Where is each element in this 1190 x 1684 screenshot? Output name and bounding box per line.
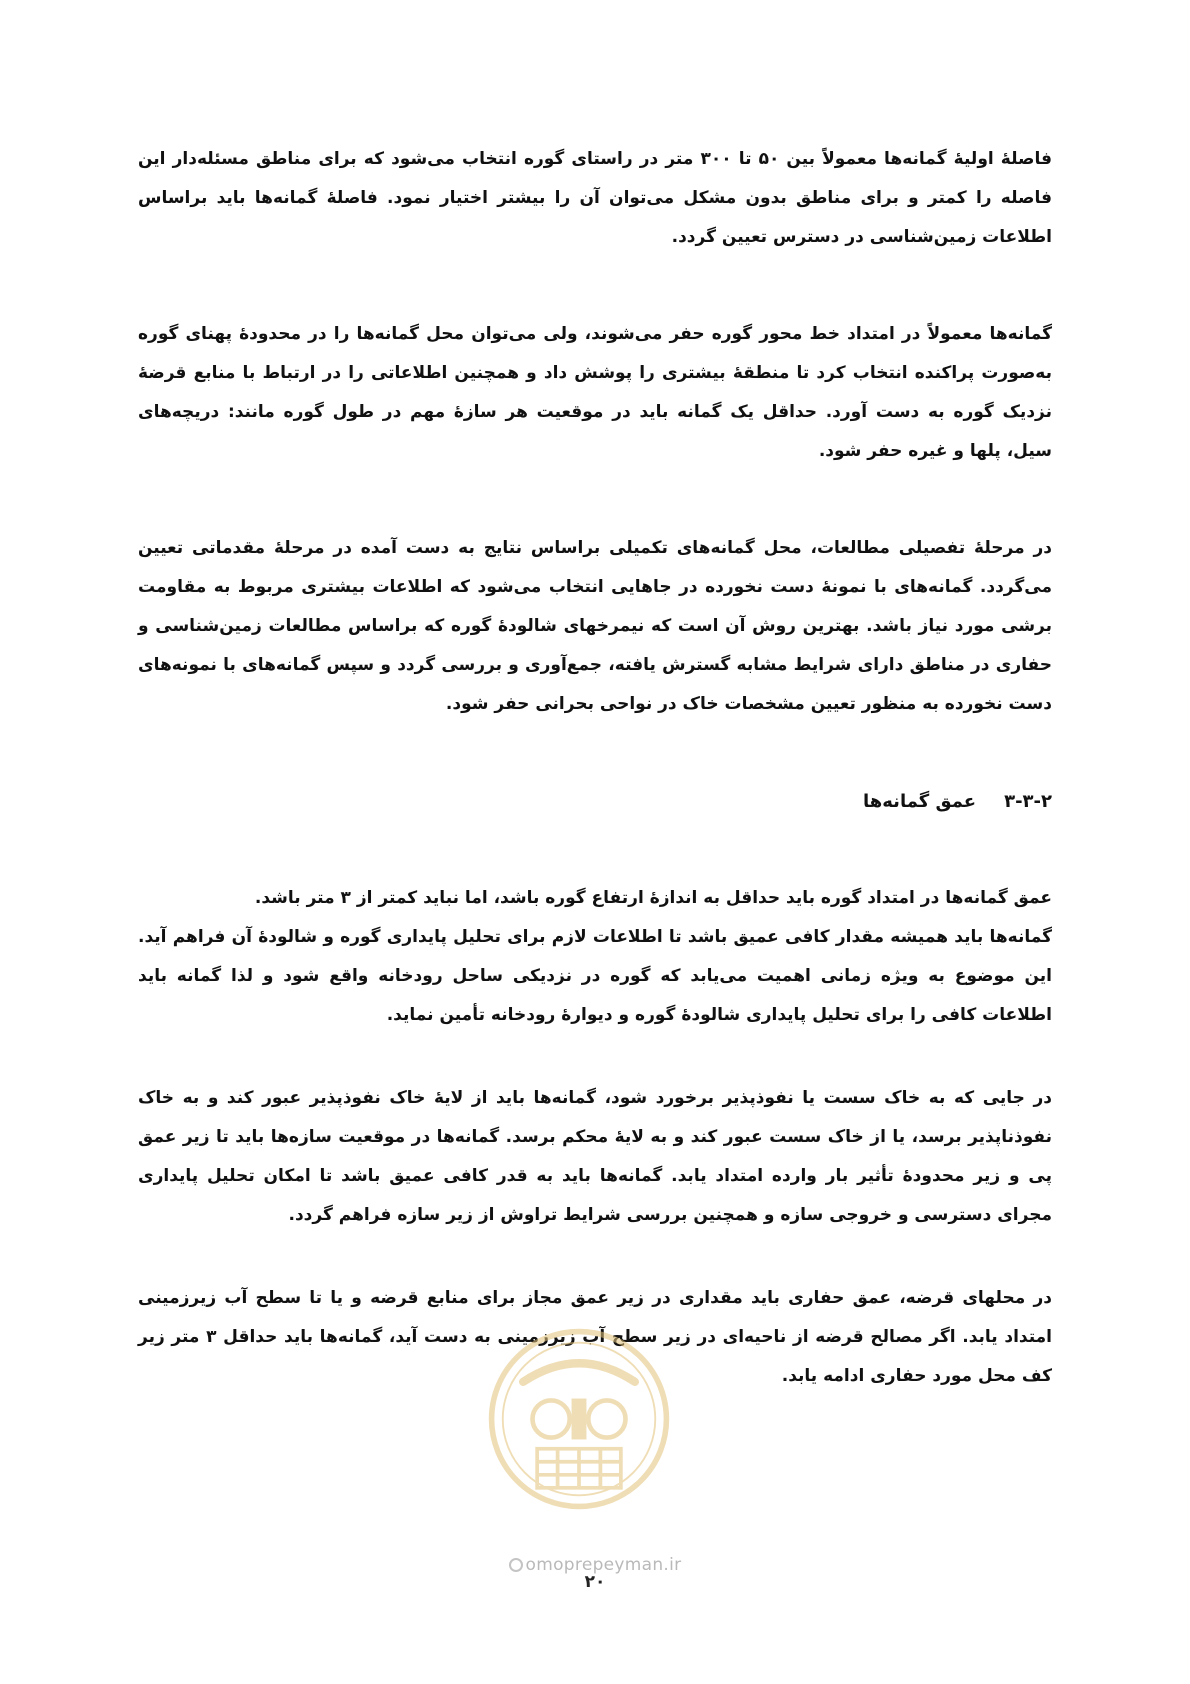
paragraph-depth-minimum: عمق گمانه‌ها در امتداد گوره باید حداقل به اندازهٔ ارتفاع گوره باشد، اما نباید کمتر از ۳ متر باشد.: [254, 888, 1052, 908]
watermark-site-text: omoprepeyman.ir: [525, 1555, 682, 1575]
paragraph-borehole-location: گمانه‌ها معمولاً در امتداد خط محور گوره حفر می‌شوند، ولی می‌توان محل گمانه‌ها را در محدودهٔ پهنای گوره به‌صورت پراکنده انتخاب کرد تا منطقهٔ بیشتری را پوشش داد و همچنین اطلاعاتی را در ارتباط با منابع قرضهٔ نزدیک گوره به دست آورد. حداقل یک گمانه باید در موقعیت هر سازهٔ مهم در طول گوره مانند: دریچه‌های سیل، پلها و غیره حفر شود.: [138, 324, 1052, 461]
paragraph-depth-sufficient: گمانه‌ها باید همیشه مقدار کافی عمیق باشد تا اطلاعات لازم برای تحلیل پایداری گوره و شالودهٔ آن فراهم آید. این موضوع به ویژه زمانی اهمیت می‌یابد که گوره در نزدیکی ساحل رودخانه واقع شود و لذا گمانه باید اطلاعات کافی را برای تحلیل پایداری شالودهٔ گوره و دیوارهٔ رودخانه تأمین نماید.: [138, 927, 1052, 1025]
section-number: ۳-۳-۲: [1004, 791, 1052, 812]
page-number: ۲۰: [584, 1572, 606, 1592]
section-heading: [138, 782, 1052, 821]
document-body: [138, 140, 1052, 1396]
paragraph-borehole-spacing: فاصلهٔ اولیهٔ گمانه‌ها معمولاً بین ۵۰ تا ۳۰۰ متر در راستای گوره انتخاب می‌شود که برای مناطق مسئله‌دار این فاصله را کمتر و برای مناطق بدون مشکل می‌توان آن را بیشتر اختیار نمود. فاصلهٔ گمانه‌ها باید براساس اطلاعات زمین‌شناسی در دسترس تعیین گردد.: [138, 149, 1052, 247]
paragraph-detailed-study: در مرحلهٔ تفصیلی مطالعات، محل گمانه‌های تکمیلی براساس نتایج به دست آمده در مرحلهٔ مقدماتی تعیین می‌گردد. گمانه‌های با نمونهٔ دست نخورده در جاهایی انتخاب می‌شود که اطلاعات بیشتری مربوط به مقاومت برشی مورد نیاز باشد. بهترین روش آن است که نیمرخهای شالودهٔ گوره که براساس مطالعات زمین‌شناسی و حفاری در مناطق دارای شرایط مشابه گسترش یافته، جمع‌آوری و بررسی گردد و سپس گمانه‌های با نمونه‌های دست نخورده به منظور تعیین مشخصات خاک در نواحی بحرانی حفر شود.: [138, 538, 1052, 714]
paragraph-borrow-areas: در محلهای قرضه، عمق حفاری باید مقداری در زیر عمق مجاز برای منابع قرضه و یا تا سطح آب زیرزمینی امتداد یابد. اگر مصالح قرضه از ناحیه‌ای در زیر سطح آب زیرزمینی به دست آید، گمانه‌ها باید حداقل ۳ متر زیر کف محل مورد حفاری ادامه یابد.: [138, 1288, 1053, 1386]
section-title: عمق گمانه‌ها: [863, 791, 977, 812]
watermark-site-icon: [509, 1558, 523, 1572]
paragraph-weak-soil: در جایی که به خاک سست یا نفوذپذیر برخورد شود، گمانه‌ها باید از لایهٔ خاک نفوذپذیر عبور کند و به خاک نفوذناپذیر برسد، یا از خاک سست عبور کند و به لایهٔ محکم برسد. گمانه‌ها در موقعیت سازه‌ها باید تا زیر عمق پی و زیر محدودهٔ تأثیر بار وارده امتداد یابد. گمانه‌ها باید به قدر کافی عمیق باشد تا امکان تحلیل پایداری مجرای دسترسی و خروجی سازه و همچنین بررسی شرایط تراوش از زیر سازه فراهم گردد.: [138, 1088, 1052, 1225]
